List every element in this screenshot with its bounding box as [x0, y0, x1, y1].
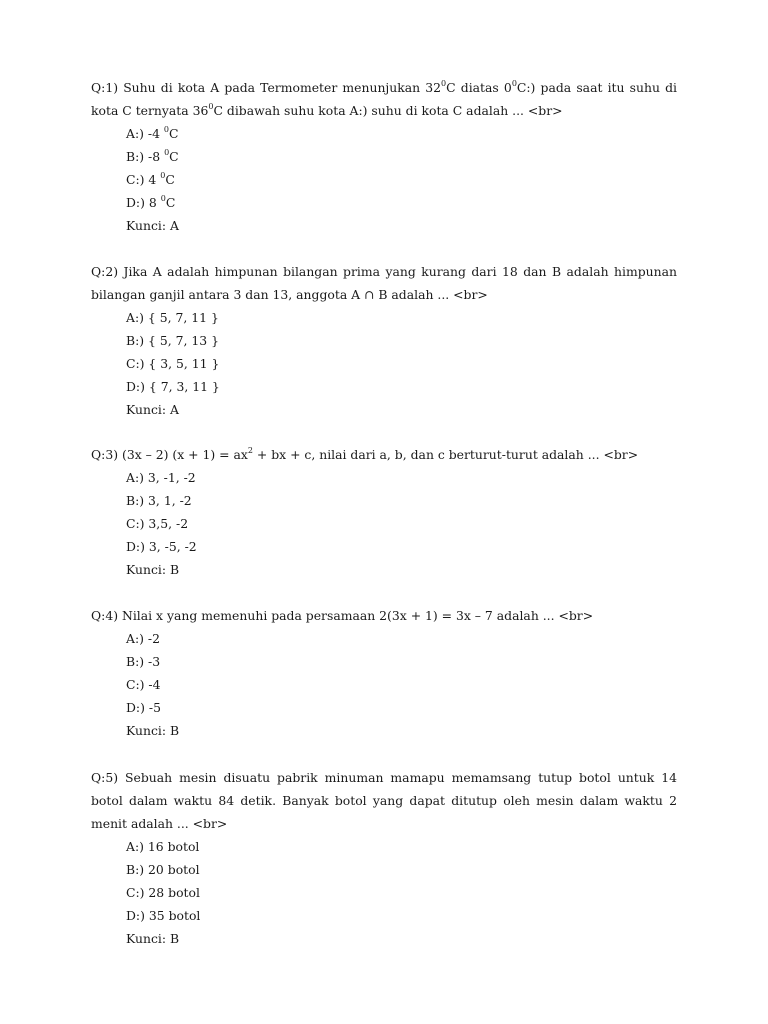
- question-5-stem: Q:5) Sebuah mesin disuatu pabrik minuman mamapu memamsang tutup botol untuk 14 botol dalam waktu 84 detik. Banyak botol yang dapat ditutup oleh mesin dalam waktu 2 menit adalah ... <br>: [91, 770, 677, 831]
- answer-key: Kunci: B: [126, 931, 180, 946]
- option-d: D:) { 7, 3, 11 }: [126, 379, 220, 394]
- question-4: [91, 604, 677, 742]
- option-a: A:) { 5, 7, 11 }: [126, 310, 219, 325]
- question-5: [91, 766, 677, 950]
- answer-key: Kunci: A: [126, 402, 179, 417]
- question-3-options: [91, 466, 677, 558]
- question-2-options: [91, 306, 677, 398]
- option-c: C:) { 3, 5, 11 }: [126, 356, 220, 371]
- question-5-options: [91, 835, 677, 927]
- option-b: B:) { 5, 7, 13 }: [126, 333, 219, 348]
- option-d: D:) 3, -5, -2: [126, 539, 197, 554]
- question-2-stem: Q:2) Jika A adalah himpunan bilangan prima yang kurang dari 18 dan B adalah himpunan bilangan ganjil antara 3 dan 13, anggota A ∩ B adalah ... <br>: [91, 264, 677, 302]
- option-b: B:) -3: [126, 654, 161, 669]
- question-1: [91, 76, 677, 237]
- option-d: D:) -5: [126, 700, 161, 715]
- option-c: C:) 4 $^0$C: [126, 170, 175, 187]
- option-a: A:) -4 $^0$C: [126, 124, 179, 141]
- question-1-stem: Q:1) Suhu di kota A pada Termometer menunjukan $32^0C$ diatas $0^0C$:) pada saat itu suhu di kota C ternyata $36^0C$ dibawah suhu kota A:) suhu di kota C adalah ... <br>: [91, 78, 677, 118]
- option-a: A:) -2: [126, 631, 160, 646]
- question-4-stem: Q:4) Nilai x yang memenuhi pada persamaan 2(3x + 1) = 3x – 7 adalah ... <br>: [91, 608, 594, 623]
- answer-key: Kunci: B: [126, 723, 180, 738]
- option-b: B:) 3, 1, -2: [126, 493, 192, 508]
- question-1-options: [91, 122, 677, 214]
- answer-key: Kunci: A: [126, 218, 179, 233]
- option-a: A:) 3, -1, -2: [126, 470, 196, 485]
- option-b: B:) 20 botol: [126, 862, 200, 877]
- option-a: A:) 16 botol: [126, 839, 200, 854]
- option-c: C:) -4: [126, 677, 161, 692]
- question-3-stem: Q:3) (3x – 2) $(x + 1) = ax^2$ + bx + c, nilai dari a, b, dan c berturut-turut adalah ... <br>: [91, 445, 639, 462]
- option-c: C:) 3,5, -2: [126, 516, 189, 531]
- option-c: C:) 28 botol: [126, 885, 200, 900]
- question-3: [91, 443, 677, 581]
- question-4-options: [91, 627, 677, 719]
- option-d: D:) 35 botol: [126, 908, 201, 923]
- answer-key: Kunci: B: [126, 562, 180, 577]
- question-2: [91, 260, 677, 421]
- option-d: D:) 8 $^0$C: [126, 193, 176, 210]
- option-b: B:) -8 $^0$C: [126, 147, 179, 164]
